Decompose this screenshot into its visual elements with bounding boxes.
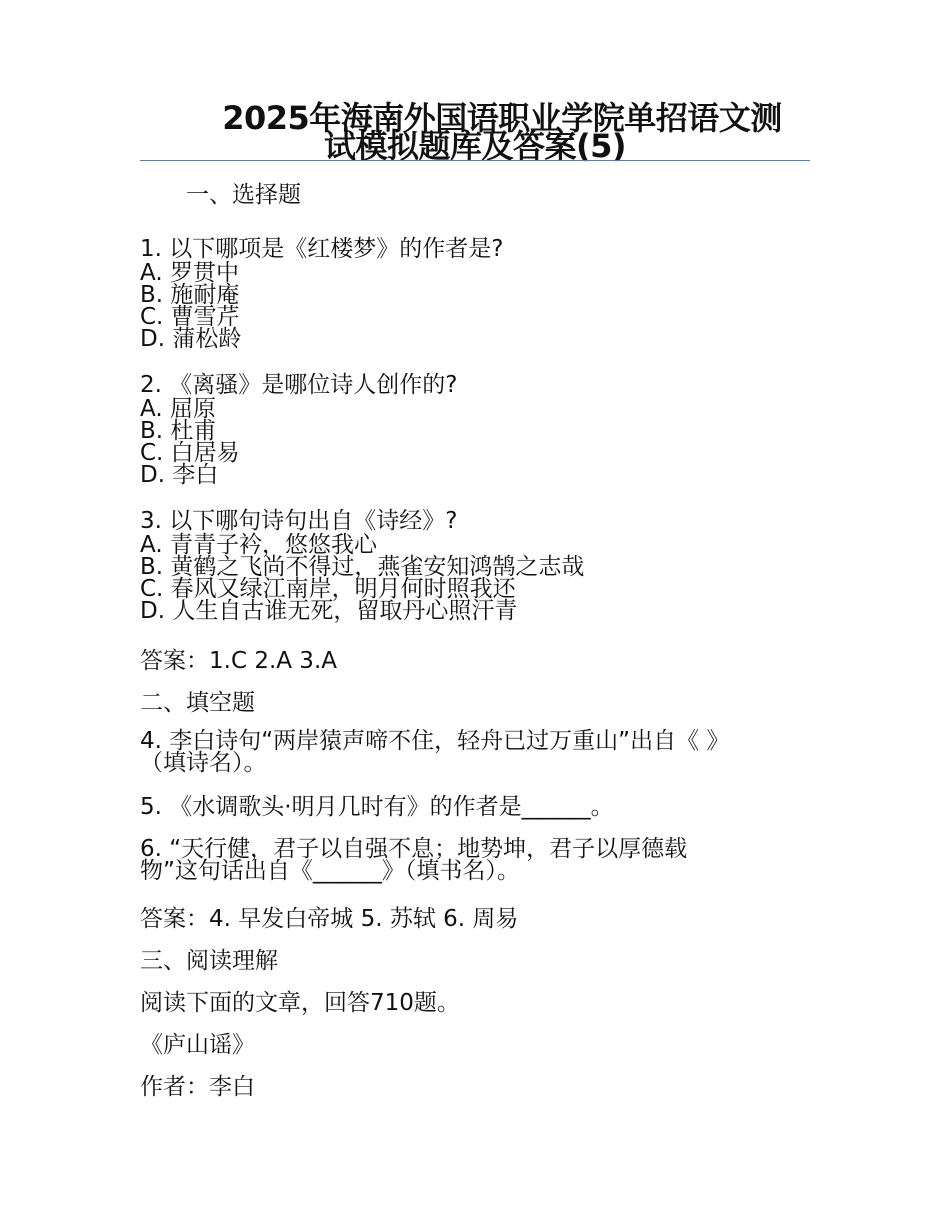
option-c: C. 春风又绿江南岸，明月何时照我还 (140, 576, 516, 602)
question-2 (140, 372, 820, 486)
question-6-line-1: 6. “天行健，君子以自强不息；地势坤，君子以厚德载 (140, 836, 688, 862)
option-d: D. 蒲松龄 (140, 326, 242, 352)
document-body (140, 178, 820, 1112)
question-text: 1. 以下哪项是《红楼梦》的作者是? (140, 236, 504, 262)
section-heading-reading: 三、阅读理解 (140, 948, 278, 974)
option-c: C. 曹雪芹 (140, 304, 240, 330)
title-line-2: 试模拟题库及答案(5) (323, 127, 627, 165)
option-a: A. 青青子衿，悠悠我心 (140, 532, 377, 558)
question-1 (140, 236, 820, 350)
section-heading-choice: 一、选择题 (186, 182, 301, 208)
question-5: 5. 《水调歌头·明月几时有》的作者是______。 (140, 794, 614, 820)
answer-choice: 答案：1.C 2.A 3.A (140, 648, 337, 674)
question-3 (140, 508, 820, 622)
question-text: 2. 《离骚》是哪位诗人创作的? (140, 372, 458, 398)
option-b: B. 黄鹤之飞尚不得过，燕雀安知鸿鹄之志哉 (140, 554, 585, 580)
section-heading-fill: 二、填空题 (140, 690, 255, 716)
option-c: C. 白居易 (140, 440, 240, 466)
question-4-line-1: 4. 李白诗句“两岸猿声啼不住，轻舟已过万重山”出自《 》 (140, 728, 730, 754)
question-4-line-2: （填诗名）。 (140, 750, 267, 776)
question-6 (140, 838, 820, 882)
answer-fill: 答案：4. 早发白帝城 5. 苏轼 6. 周易 (140, 906, 519, 932)
question-6-line-2: 物”这句话出自《______》（填书名）。 (140, 858, 520, 884)
document-title (140, 99, 810, 165)
option-d: D. 李白 (140, 462, 219, 488)
question-4 (140, 730, 820, 774)
option-b: B. 施耐庵 (140, 282, 240, 308)
title-line-1: 2025年海南外国语职业学院单招语文测 (222, 99, 782, 137)
option-a: A. 罗贯中 (140, 260, 239, 286)
option-d: D. 人生自古谁无死，留取丹心照汗青 (140, 598, 518, 624)
option-b: B. 杜甫 (140, 418, 217, 444)
option-a: A. 屈原 (140, 396, 216, 422)
poem-title: 《庐山谣》 (140, 1032, 255, 1058)
title-underline (140, 160, 810, 161)
question-text: 3. 以下哪句诗句出自《诗经》? (140, 508, 458, 534)
reading-intro: 阅读下面的文章，回答710题。 (140, 990, 460, 1016)
poem-author: 作者：李白 (140, 1074, 255, 1100)
